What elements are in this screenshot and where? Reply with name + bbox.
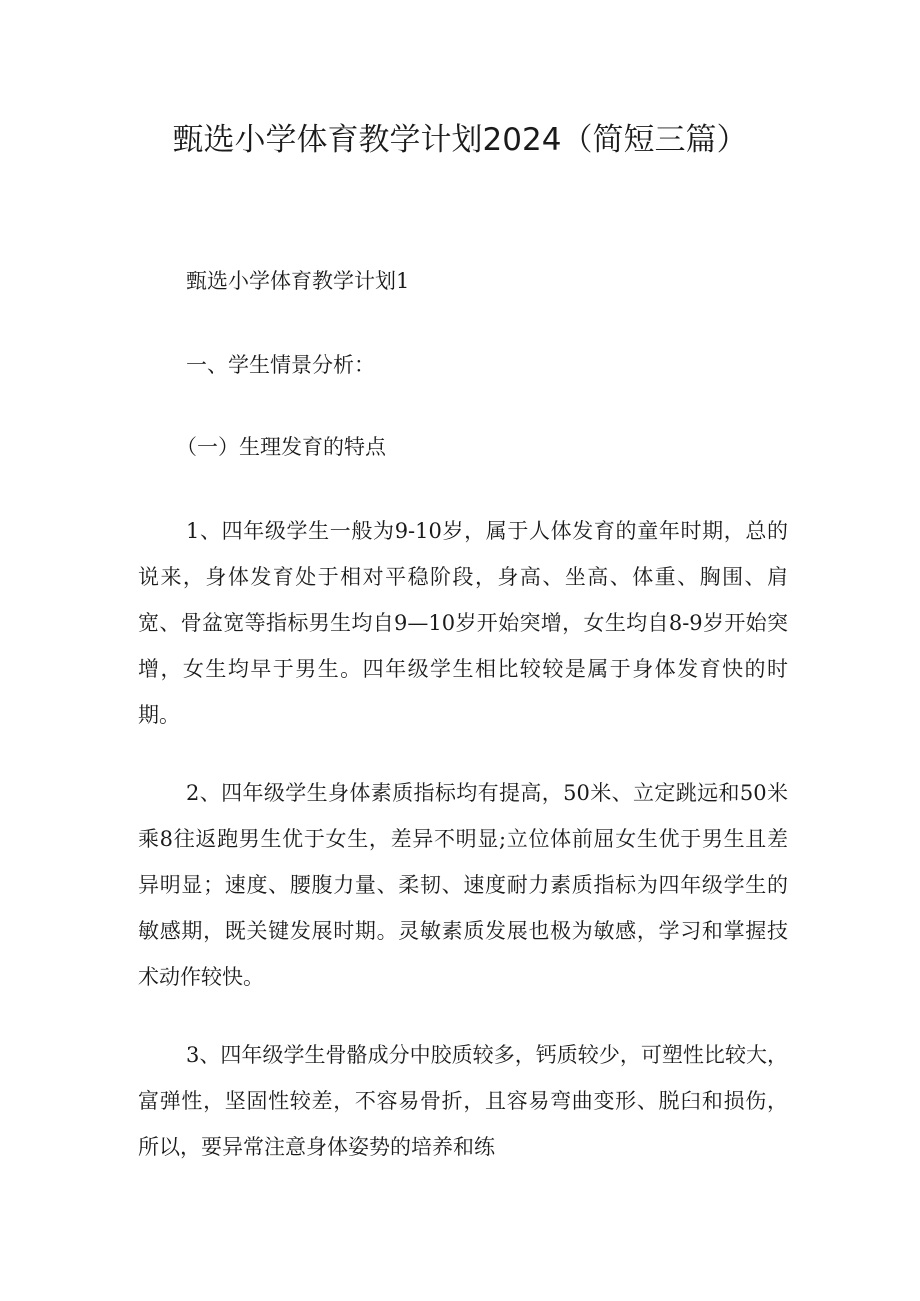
paragraph-3: 3、四年级学生骨骼成分中胶质较多，钙质较少，可塑性比较大，富弹性，坚固性较差，不容易骨折，且容易弯曲变形、脱臼和损伤，所以，要异常注意身体姿势的培养和练 [138,1043,788,1159]
paragraph-1: 1、四年级学生一般为9-10岁，属于人体发育的童年时期，总的说来，身体发育处于相对平稳阶段，身高、坐高、体重、胸围、肩宽、骨盆宽等指标男生均自9—10岁开始突增，女生均自8-9岁开始突增，女生均早于男生。四年级学生相比较较是属于身体发育快的时期。 [138,519,788,727]
paragraph-2: 2、四年级学生身体素质指标均有提高，50米、立定跳远和50米乘8往返跑男生优于女生，差异不明显;立位体前屈女生优于男生且差异明显；速度、腰腹力量、柔韧、速度耐力素质指标为四年级学生的敏感期，既关键发展时期。灵敏素质发展也极为敏感，学习和掌握技术动作较快。 [138,781,788,989]
heading-student-analysis: 一、学生情景分析： [186,353,375,377]
subheading-physiology: （一）生理发育的特点 [176,435,386,459]
document-title: 甄选小学体育教学计划2024（简短三篇） [172,122,748,158]
section-title: 甄选小学体育教学计划1 [186,269,410,293]
